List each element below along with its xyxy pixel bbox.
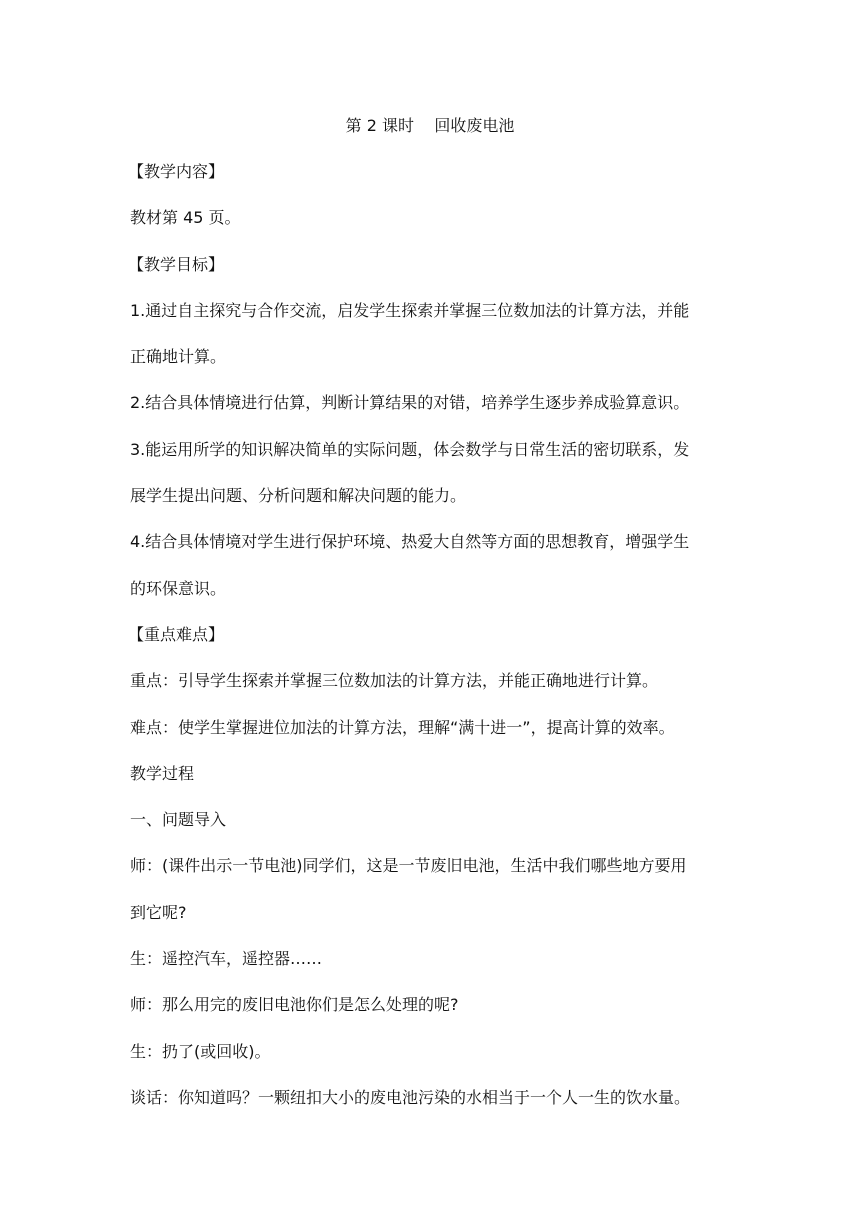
dialogue-teacher-2: 师：那么用完的废旧电池你们是怎么处理的呢? [130, 995, 459, 1015]
paragraph-textbook-page: 教材第 45 页。 [130, 208, 241, 228]
section-heading-content: 【教学内容】 [128, 162, 225, 181]
lesson-title: 第 2 课时 回收废电池 [345, 116, 515, 135]
subsection-heading-intro: 一、问题导入 [130, 810, 227, 830]
document-body [130, 159, 734, 1131]
dialogue-student-1: 生：遥控汽车，遥控器…… [130, 949, 323, 969]
section-heading-goals: 【教学目标】 [128, 254, 225, 274]
difficult-point: 难点：使学生掌握进位加法的计算方法，理解“满十进一”，提高计算的效率。 [130, 717, 675, 737]
dialogue-teacher-1-line-1: 师：(课件出示一节电池)同学们，这是一节废旧电池，生活中我们哪些地方要用 [130, 856, 687, 876]
dialogue-teacher-1-line-2: 到它呢? [130, 902, 187, 922]
goal-1-line-2: 正确地计算。 [130, 347, 227, 367]
section-heading-process: 教学过程 [130, 763, 195, 783]
section-heading-key-points: 【重点难点】 [128, 624, 225, 644]
goal-3-line-1: 3.能运用所学的知识解决简单的实际问题，体会数学与日常生活的密切联系，发 [130, 439, 690, 459]
dialogue-talk: 谈话：你知道吗？一颗纽扣大小的废电池污染的水相当于一个人一生的饮水量。 [130, 1087, 691, 1107]
goal-1-line-1: 1.通过自主探究与合作交流，启发学生探索并掌握三位数加法的计算方法，并能 [130, 300, 690, 320]
goal-3-line-2: 展学生提出问题、分析问题和解决问题的能力。 [130, 486, 467, 506]
dialogue-student-2: 生：扔了(或回收)。 [130, 1041, 271, 1061]
key-point: 重点：引导学生探索并掌握三位数加法的计算方法，并能正确地进行计算。 [130, 671, 659, 691]
goal-2: 2.结合具体情境进行估算，判断计算结果的对错，培养学生逐步养成验算意识。 [130, 393, 690, 413]
goal-4-line-1: 4.结合具体情境对学生进行保护环境、热爱大自然等方面的思想教育，增强学生 [130, 532, 690, 552]
goal-4-line-2: 的环保意识。 [130, 578, 227, 598]
